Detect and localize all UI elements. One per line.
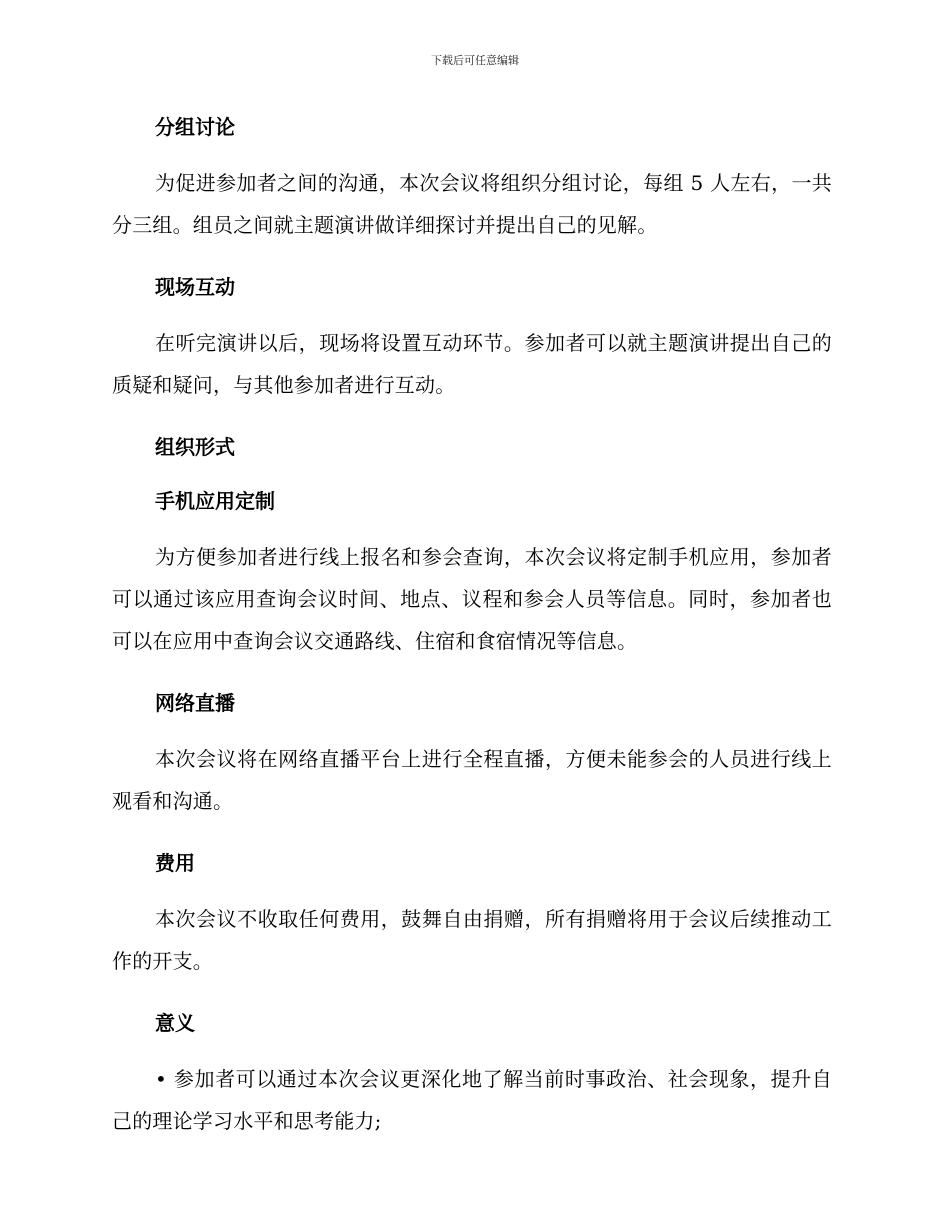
section-paragraph-fees: 本次会议不收取任何费用，鼓舞自由捐赠，所有捐赠将用于会议后续推动工作的开支。 <box>112 907 832 973</box>
section-paragraph-onsite-interaction: 在听完演讲以后，现场将设置互动环节。参加者可以就主题演讲提出自己的质疑和疑问，与其他参加者进行互动。 <box>112 331 832 397</box>
section-paragraph-live-stream: 本次会议将在网络直播平台上进行全程直播，方便未能参会的人员进行线上观看和沟通。 <box>112 747 832 813</box>
section-paragraph-group-discussion: 为促进参加者之间的沟通，本次会议将组织分组讨论，每组 5 人左右，一共分三组。组员之间就主题演讲做详细探讨并提出自己的见解。 <box>112 171 832 237</box>
section-heading-group-discussion: 分组讨论 <box>155 115 235 139</box>
section-paragraph-mobile-app: 为方便参加者进行线上报名和参会查询，本次会议将定制手机应用，参加者可以通过该应用查询会议时间、地点、议程和参会人员等信息。同时，参加者也可以在应用中查询会议交通路线、住宿和食宿情况等信息。 <box>112 545 832 653</box>
section-heading-onsite-interaction: 现场互动 <box>155 275 235 299</box>
section-heading-live-stream: 网络直播 <box>155 691 235 715</box>
page-header: 下载后可任意编辑 <box>431 54 519 67</box>
section-heading-organization-form: 组织形式 <box>155 435 235 459</box>
section-heading-fees: 费用 <box>155 851 195 875</box>
section-heading-significance: 意义 <box>155 1011 195 1035</box>
section-paragraph-significance: • 参加者可以通过本次会议更深化地了解当前时事政治、社会现象，提升自己的理论学习水平和思考能力; <box>112 1067 832 1133</box>
section-heading-mobile-app: 手机应用定制 <box>155 489 275 513</box>
document-body <box>112 110 832 1142</box>
